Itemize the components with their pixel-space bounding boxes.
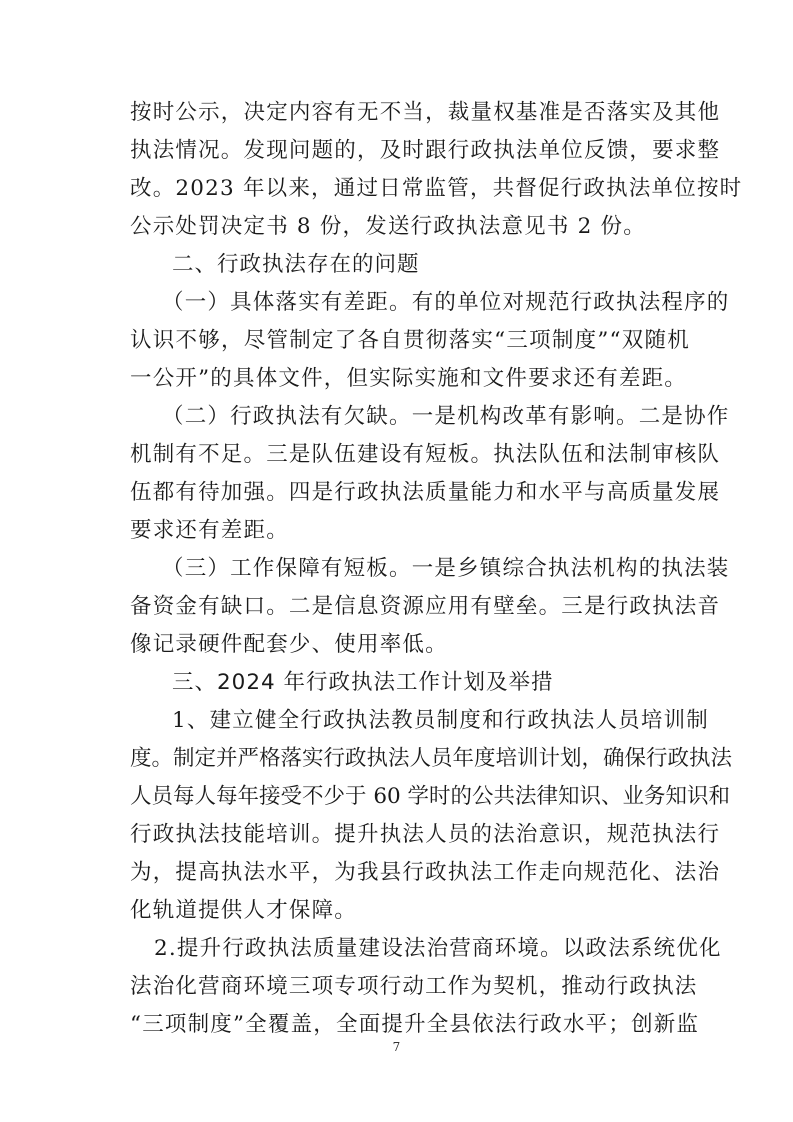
text-line: 行政执法技能培训。提升执法人员的法治意识，规范执法行 — [130, 822, 721, 847]
text-line: 按时公示，决定内容有无不当，裁量权基准是否落实及其他 — [130, 100, 721, 125]
section-heading: 三、2024 年行政执法工作计划及举措 — [172, 670, 554, 695]
text-line: 像记录硬件配套少、使用率低。 — [130, 632, 448, 657]
text-line: 人员每人每年接受不少于 60 学时的公共法律知识、业务知识和 — [130, 784, 731, 809]
text-line: 为，提高执法水平，为我县行政执法工作走向规范化、法治 — [130, 860, 721, 885]
text-line: （三）工作保障有短板。一是乡镇综合执法机构的执法装 — [162, 556, 730, 581]
text-line: 一公开”的具体文件，但实际实施和文件要求还有差距。 — [130, 366, 687, 391]
text-line: 认识不够，尽管制定了各自贯彻落实“三项制度”“双随机 — [130, 328, 690, 353]
text-line: （二）行政执法有欠缺。一是机构改革有影响。二是协作 — [162, 404, 730, 429]
text-line: 要求还有差距。 — [130, 518, 289, 543]
text-line: 公示处罚决定书 8 份，发送行政执法意见书 2 份。 — [130, 214, 646, 239]
text-line: （一）具体落实有差距。有的单位对规范行政执法程序的 — [162, 290, 730, 315]
text-line: 机制有不足。三是队伍建设有短板。执法队伍和法制审核队 — [130, 442, 721, 467]
section-heading: 二、行政执法存在的问题 — [172, 252, 420, 277]
text-line: 2.提升行政执法质量建设法治营商环境。以政法系统优化 — [154, 936, 722, 961]
page-number: 7 — [392, 1040, 401, 1054]
text-line: 备资金有缺口。二是信息资源应用有壁垒。三是行政执法音 — [130, 594, 721, 619]
text-line: 执法情况。发现问题的，及时跟行政执法单位反馈，要求整 — [130, 138, 721, 163]
text-line: 改。2023 年以来，通过日常监管，共督促行政执法单位按时 — [130, 176, 743, 201]
text-line: 伍都有待加强。四是行政执法质量能力和水平与高质量发展 — [130, 480, 721, 505]
text-line: 法治化营商环境三项专项行动工作为契机，推动行政执法 — [130, 974, 698, 999]
text-line: 度。制定并严格落实行政执法人员年度培训计划，确保行政执法 — [130, 746, 733, 771]
text-line: “三项制度”全覆盖，全面提升全县依法行政水平；创新监 — [130, 1012, 700, 1037]
text-line: 化轨道提供人才保障。 — [130, 898, 358, 923]
text-line: 1、建立健全行政执法教员制度和行政执法人员培训制 — [172, 708, 709, 733]
